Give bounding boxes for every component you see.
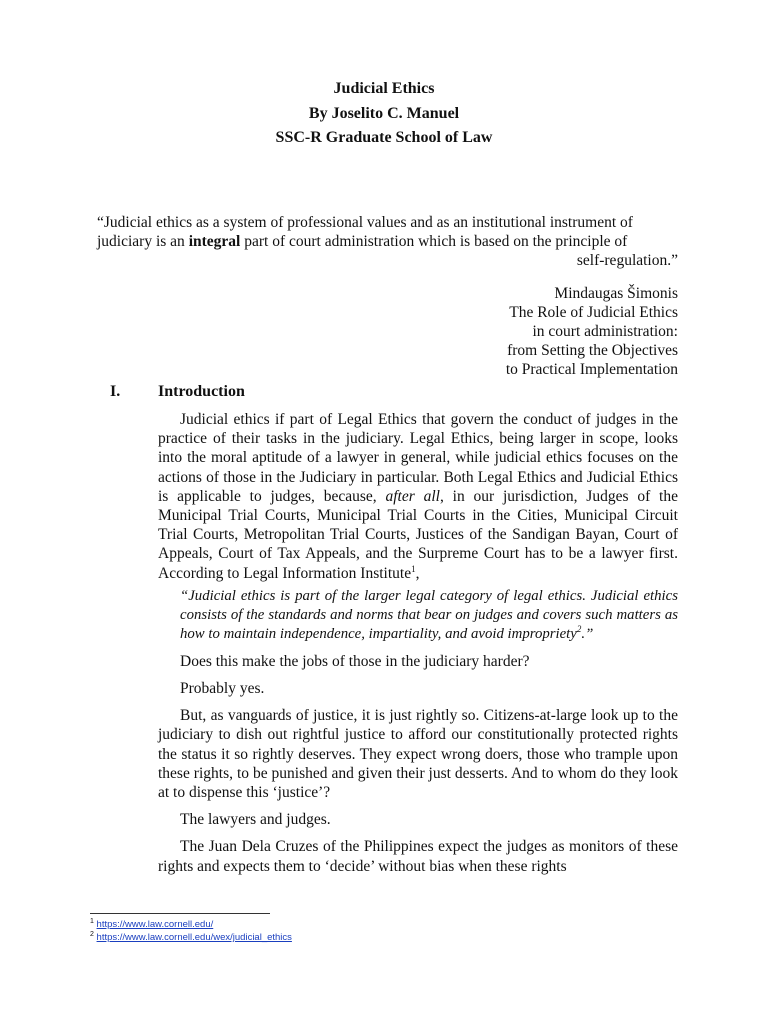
document-author: By Joselito C. Manuel [308,104,460,122]
epigraph-line-3: self-regulation.” [576,252,678,269]
paragraph: Probably yes. [180,680,265,698]
document-school: SSC-R Graduate School of Law [275,129,493,146]
quote-text: “Judicial ethics is part of the larger legal category of legal ethics. Judicial ethics consists of the standards and norms that bear on judges and covers such matters as how to maintain independence, impartiality, and avoid impropriety [180,587,678,642]
footnote-link[interactable]: https://www.law.cornell.edu/ [96,919,214,930]
epigraph-line-1: “Judicial ethics as a system of professional values and as an institutional instrument of [97,214,633,231]
attribution-line: to Practical Implementation [505,361,678,378]
epigraph-attribution [278,284,678,379]
attribution-line: in court administration: [532,323,678,340]
footnote-number: 2 [90,930,94,938]
paragraph: The Juan Dela Cruzes of the Philippines expect the judges as monitors of these rights and expects them to ‘decide’ without bias when these rights [158,838,678,875]
epigraph-bold-word: integral [188,233,241,250]
paragraph: But, as vanguards of justice, it is just rightly so. Citizens-at-large look up to the judiciary to dish out rightful justice to afford our constitutionally protected rights the status it so rightly deserves. They expect wrong doers, those who trample upon these rights, to be punished and given their just desserts. And to whom do they look at to dispense this ‘justice’? [158,707,678,802]
section-number: I. [110,383,121,400]
section-heading [110,382,245,402]
quote-text: .” [581,625,594,642]
footnote-number: 1 [90,917,94,925]
footnotes [90,913,690,944]
footnote-divider [90,913,270,914]
epigraph-quote [97,213,678,270]
paragraph-text: , [415,564,420,582]
epigraph-line-2 [97,232,678,251]
paragraph-text: , in our jurisdiction, Judges of the Municipal Trial Courts, Municipal Trial Courts in the Cities, Municipal Circuit Trial Courts, Metropolitan Trial Courts, Justices of the Sandigan Bayan, Court of Appeals, Court of Tax Appeals, and the Surpreme Court has to be a lawyer first. According to Legal Information Institute [158,487,678,582]
section-title: Introduction [158,383,245,400]
paragraph: The lawyers and judges. [180,811,331,829]
title-block [0,77,768,151]
footnote-link[interactable]: https://www.law.cornell.edu/wex/judicial_ethics [96,932,292,943]
paragraph: Does this make the jobs of those in the judiciary harder? [180,652,530,670]
footnote [90,931,690,944]
footnote [90,918,690,931]
footnote-ref[interactable]: 2 [576,623,582,634]
paragraph [158,410,678,583]
document-title: Judicial Ethics [333,80,435,97]
attribution-line: The Role of Judicial Ethics [509,304,678,321]
paragraph-text: Judicial ethics if part of Legal Ethics that govern the conduct of judges in the practice of their tasks in the judiciary. Legal Ethics, being larger in scope, looks into the moral aptitude of a lawyer in general, while judicial ethics focuses on the actions of those in the Judiciary in particular. Both Legal Ethics and Judicial Ethics is applicable to judges, because, [158,411,678,505]
block-quote [180,587,678,644]
footnote-ref[interactable]: 1 [411,563,416,574]
attribution-line: from Setting the Objectives [507,342,678,359]
epigraph-text: judiciary is an [97,233,189,250]
attribution-name: Mindaugas Šimonis [554,285,678,302]
body-text [158,410,678,876]
italic-phrase: after all [385,487,440,505]
epigraph-text: part of court administration which is based on the principle of [240,233,628,250]
